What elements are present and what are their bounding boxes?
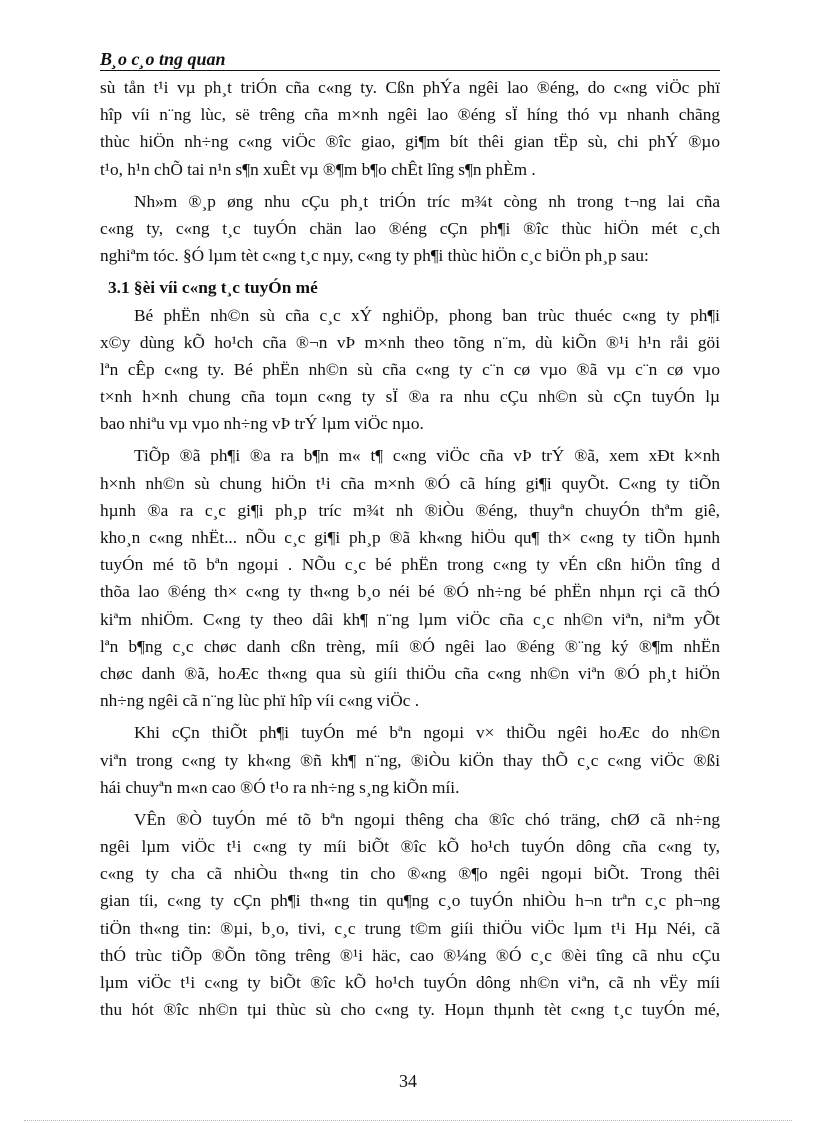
paragraph-line: hîp víi n¨ng lùc, së trêng cña m×nh ngêi lao ®éng sÏ híng thó vµ nhanh chãng xyxy=(100,105,720,125)
paragraph-line: t¹o, h¹n chÕ tai n¹n s¶n xuÊt vµ ®¶m b¶o chÊt lîng s¶n phÈm . xyxy=(100,159,536,179)
paragraph-line: nghiªm tóc. §Ó lµm tèt c«ng t¸c nµy, c«ng ty ph¶i thùc hiÖn c¸c biÖn ph¸p sau: xyxy=(100,246,649,266)
paragraph xyxy=(100,302,720,438)
paragraph-line: thu hót ®îc nh©n tµi thùc sù cho c«ng ty. Hoµn thµnh tèt c«ng t¸c tuyÓn mé, xyxy=(100,1000,720,1020)
paragraph xyxy=(100,806,720,1024)
paragraph-line: VÊn ®Ò tuyÓn mé tõ bªn ngoµi thêng cha ®îc chó träng, chØ cã nh÷ng xyxy=(134,809,720,829)
paragraph-line: thùc hiÖn nh÷ng c«ng viÖc ®îc giao, gi¶m bít thêi gian tËp sù, chi phÝ ®µo xyxy=(100,132,720,152)
paragraph-line: x©y dùng kÕ ho¹ch cña ®¬n vÞ m×nh theo tõng n¨m, dù kiÕn ®¹i h¹n råi göi xyxy=(100,332,720,352)
paragraph-line: kho¸n c«ng nhËt... nÕu c¸c gi¶i ph¸p ®ã kh«ng hiÖu qu¶ th× c«ng ty tiÕn hµnh xyxy=(100,528,720,547)
paragraph-line: c«ng ty cha cã nhiÒu th«ng tin cho ®«ng ®¶o ngêi ngoµi biÕt. Trong thêi xyxy=(100,864,720,884)
paragraph-line: Nh»m ®¸p øng nhu cÇu ph¸t triÓn tríc m¾t còng nh trong t¬ng lai cña xyxy=(134,191,720,211)
page-bottom-dotted-rule xyxy=(24,1120,792,1121)
paragraph-line: h×nh nh©n sù chung hiÖn t¹i cña m×nh ®Ó cã híng gi¶i quyÕt. C«ng ty tiÕn xyxy=(100,473,720,493)
paragraph-line: Khi cÇn thiÕt ph¶i tuyÓn mé bªn ngoµi v× thiÕu ngêi hoÆc do nh©n xyxy=(134,723,720,743)
paragraph-line: Bé phËn nh©n sù cña c¸c xÝ nghiÖp, phong ban trùc thuéc c«ng ty ph¶i xyxy=(134,305,720,325)
paragraph xyxy=(100,442,720,714)
paragraph-line: tuyÓn mé tõ bªn ngoµi . NÕu c¸c bé phËn trong c«ng ty vÉn cßn hiÖn tîng d xyxy=(100,555,720,575)
paragraph-line: kiªm nhiÖm. C«ng ty theo dâi kh¶ n¨ng lµm viÖc cña c¸c nh©n viªn, niªm yÕt xyxy=(100,609,720,629)
paragraph-line: sù tån t¹i vµ ph¸t triÓn cña c«ng ty. Cßn phÝa ngêi lao ®éng, do c«ng viÖc phï xyxy=(100,78,720,97)
paragraph-line: lªn cÊp c«ng ty. Bé phËn nh©n sù cña c«ng ty c¨n cø vµo ®ã vµ c¨n cø vµo xyxy=(100,359,720,379)
paragraph-line: bao nhiªu vµ vµo nh÷ng vÞ trÝ lµm viÖc nµo. xyxy=(100,414,424,434)
page-number: 34 xyxy=(399,1071,417,1091)
paragraph-line: lªn b¶ng c¸c chøc danh cßn trèng, míi ®Ó ngêi lao ®éng ®¨ng ký ®¶m nhËn xyxy=(100,636,720,656)
running-header: B¸o c¸o tng quan xyxy=(100,49,226,69)
paragraph-line: hái chuyªn m«n cao ®Ó t¹o ra nh÷ng s¸ng kiÕn míi. xyxy=(100,777,460,797)
paragraph-line: ngêi lµm viÖc t¹i c«ng ty míi biÕt ®îc kÕ ho¹ch tuyÓn dông cña c«ng ty, xyxy=(100,837,720,857)
paragraph xyxy=(100,188,720,270)
paragraph xyxy=(100,719,720,801)
document-body xyxy=(100,74,720,1023)
paragraph-line: gian tíi, c«ng ty cÇn ph¶i th«ng tin qu¶ng c¸o tuyÓn nhiÒu h¬n trªn c¸c ph¬ng xyxy=(100,891,720,911)
paragraph-line: tiÖn th«ng tin: ®µi, b¸o, tivi, c¸c trung t©m giíi thiÖu viÖc lµm t¹i Hµ Néi, cã xyxy=(100,918,720,938)
paragraph-line: lµm viÖc t¹i c«ng ty biÕt ®îc kÕ ho¹ch tuyÓn dông nh©n viªn, cã nh vËy míi xyxy=(100,973,720,992)
paragraph-line: t×nh h×nh chung cña toµn c«ng ty sÏ ®a ra nhu cÇu nh©n sù cÇn tuyÓn lµ xyxy=(100,387,720,407)
header-rule xyxy=(100,70,720,71)
paragraph-line: hµnh ®a ra c¸c gi¶i ph¸p tríc m¾t nh ®iÒu ®éng, thuyªn chuyÓn thªm giê, xyxy=(100,500,720,520)
paragraph-line: TiÕp ®ã ph¶i ®a ra b¶n m« t¶ c«ng viÖc cña vÞ trÝ ®ã, xem xÐt k×nh xyxy=(134,446,720,466)
section-heading: 3.1 §èi víi c«ng t¸c tuyÓn mé xyxy=(108,278,318,298)
paragraph xyxy=(100,74,720,183)
paragraph-line: chøc danh ®ã, hoÆc th«ng qua sù giíi thiÖu cña c«ng nh©n viªn ®Ó ph¸t hiÖn xyxy=(100,663,720,683)
paragraph-line: c«ng ty, c«ng t¸c tuyÓn chän lao ®éng cÇn ph¶i ®îc thùc hiÖn mét c¸ch xyxy=(100,218,720,238)
paragraph-line: viªn trong c«ng ty kh«ng ®ñ kh¶ n¨ng, ®iÒu kiÖn thay thÕ c¸c c«ng viÖc ®ßi xyxy=(100,750,720,770)
paragraph-line: nh÷ng ngêi cã n¨ng lùc phï hîp víi c«ng viÖc . xyxy=(100,691,420,711)
paragraph-line: thÓ trùc tiÕp ®Õn tõng trêng ®¹i häc, cao ®¼ng ®Ó c¸c ®èi tîng cã nhu cÇu xyxy=(100,945,720,965)
paragraph-line: thõa lao ®éng th× c«ng ty th«ng b¸o néi bé ®Ó nh÷ng bé phËn nhµn rçi cã thÓ xyxy=(100,582,720,602)
